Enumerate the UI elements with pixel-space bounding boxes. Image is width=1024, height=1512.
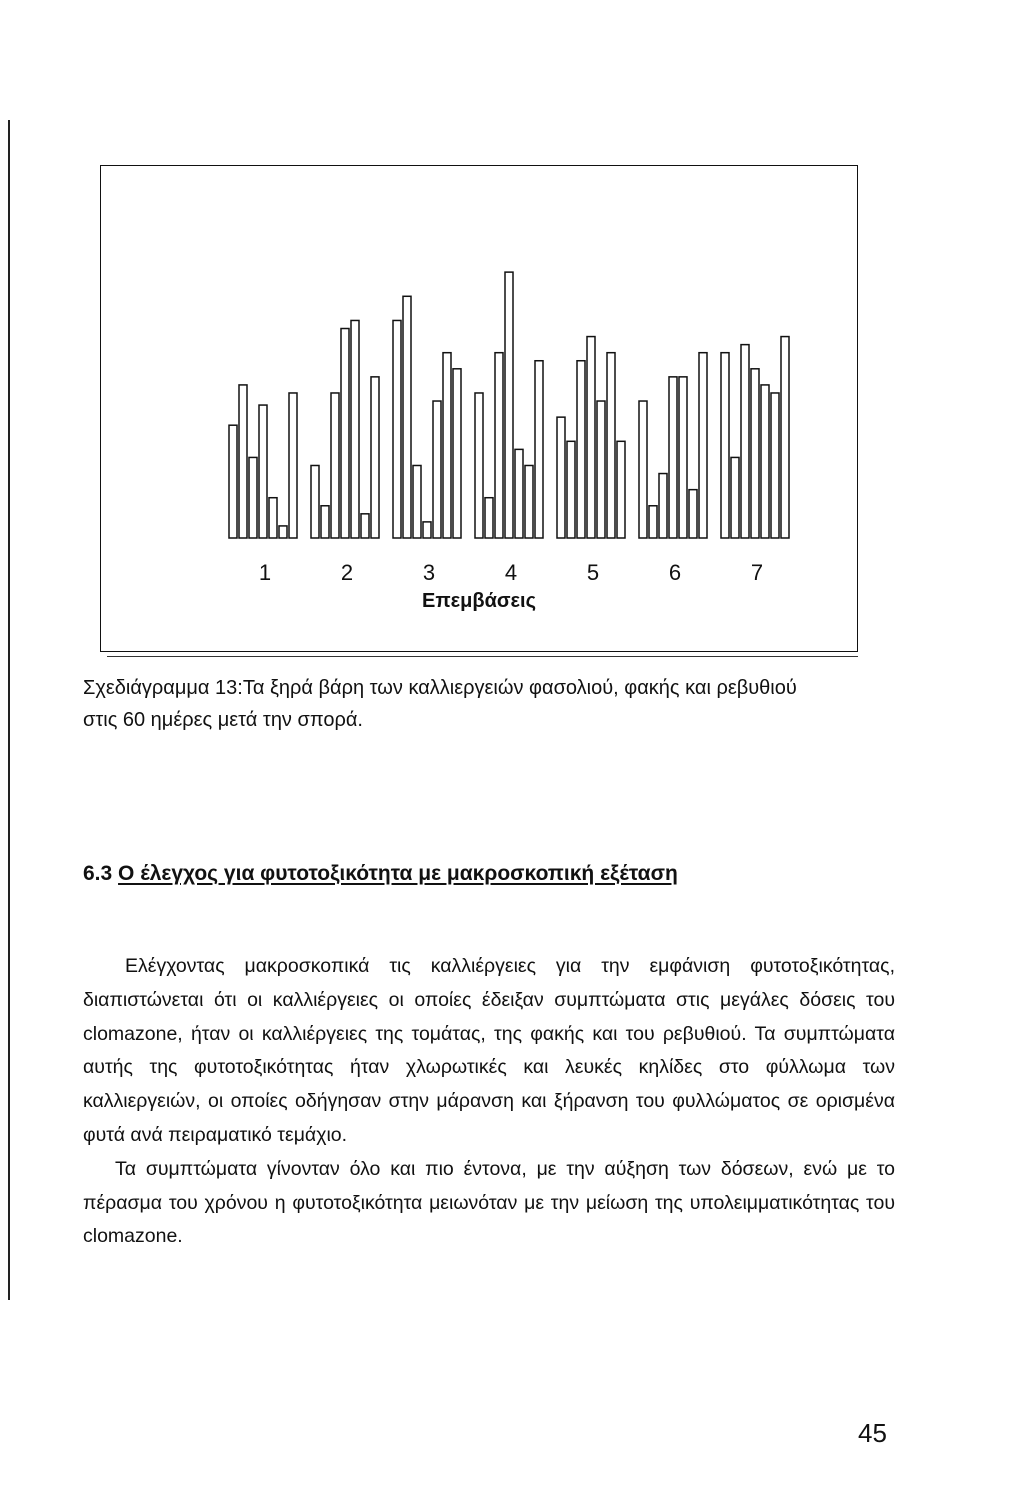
bar-group-2-2 [321, 506, 329, 538]
bar-group-7-5 [761, 385, 769, 538]
bar-group-3-5 [433, 401, 441, 538]
bar-group-5-2 [567, 441, 575, 538]
caption-line-2: στις 60 ημέρες μετά την σπορά. [83, 709, 363, 731]
bar-group-7-7 [781, 337, 789, 538]
bar-group-5-4 [587, 337, 595, 538]
bar-group-3-6 [443, 353, 451, 538]
x-tick-label-6: 6 [668, 560, 682, 585]
bar-group-3-7 [453, 369, 461, 538]
x-tick-label-2: 2 [340, 560, 354, 585]
chart-frame [100, 165, 858, 652]
x-tick-label-4: 4 [504, 560, 518, 585]
bar-group-6-2 [649, 506, 657, 538]
bar-group-7-1 [721, 353, 729, 538]
bar-group-4-6 [525, 465, 533, 538]
bar-group-6-6 [689, 490, 697, 538]
bar-group-3-1 [393, 320, 401, 538]
bar-group-1-3 [249, 457, 257, 538]
bar-group-5-3 [577, 361, 585, 538]
bar-group-4-5 [515, 449, 523, 538]
bar-group-1-2 [239, 385, 247, 538]
bar-group-6-4 [669, 377, 677, 538]
bar-group-2-7 [371, 377, 379, 538]
bar-chart [101, 166, 859, 653]
bar-group-5-6 [607, 353, 615, 538]
section-title: Ο έλεγχος για φυτοτοξικότητα με μακροσκοπική εξέταση [118, 862, 678, 885]
bar-group-2-3 [331, 393, 339, 538]
paragraph-1: Ελέγχοντας μακροσκοπικά τις καλλιέργειες για την εμφάνιση φυτοτοξικότητας, διαπιστώνεται ότι οι καλλιέργειες οι οποίες έδειξαν συμπτώματα στις μεγάλες δόσεις του clomazone, ήταν οι καλλιέργειες της τομάτας, της φακής και του ρεβυθιού. Τα συμπτώματα αυτής της φυτοτοξικότητας ήταν χλωρωτικές και λευκές κηλίδες στο φύλλωμα των καλλιεργειών, οι οποίες οδήγησαν στην μάρανση και ξήρανση του φυλλώματος σε ορισμένα φυτά ανά πειραματικό τεμάχιο. [83, 955, 895, 1146]
x-tick-label-5: 5 [586, 560, 600, 585]
section-heading [83, 862, 923, 886]
bar-group-7-6 [771, 393, 779, 538]
body-text [83, 950, 895, 1254]
bar-group-2-1 [311, 465, 319, 538]
bar-group-4-4 [505, 272, 513, 538]
bar-group-1-5 [269, 498, 277, 538]
bar-group-1-4 [259, 405, 267, 538]
bar-group-7-4 [751, 369, 759, 538]
bar-group-3-2 [403, 296, 411, 538]
bar-group-5-5 [597, 401, 605, 538]
bar-group-1-1 [229, 425, 237, 538]
bar-group-3-4 [423, 522, 431, 538]
bar-group-6-7 [699, 353, 707, 538]
bar-group-2-6 [361, 514, 369, 538]
bar-group-6-5 [679, 377, 687, 538]
bar-group-4-2 [485, 498, 493, 538]
bar-group-1-6 [279, 526, 287, 538]
bar-group-2-4 [341, 329, 349, 538]
bar-group-6-3 [659, 474, 667, 538]
bar-group-4-7 [535, 361, 543, 538]
caption-line-1: Σχεδιάγραμμα 13:Τα ξηρά βάρη των καλλιεργειών φασολιού, φακής και ρεβυθιού [83, 677, 797, 699]
x-tick-label-1: 1 [258, 560, 272, 585]
bar-group-1-7 [289, 393, 297, 538]
bar-group-4-3 [495, 353, 503, 538]
bar-group-2-5 [351, 320, 359, 538]
paragraph-2: Τα συμπτώματα γίνονταν όλο και πιο έντονα, με την αύξηση των δόσεων, ενώ με το πέρασμα του χρόνου η φυτοτοξικότητα μειωνόταν με την μείωση της υπολειμματικότητας του clomazone. [83, 1157, 895, 1248]
x-tick-label-7: 7 [750, 560, 764, 585]
page-edge-line [8, 120, 10, 1300]
x-tick-label-3: 3 [422, 560, 436, 585]
bar-group-5-1 [557, 417, 565, 538]
bar-group-3-3 [413, 465, 421, 538]
x-axis-label: Επεμβάσεις [421, 590, 536, 612]
page-number: 45 [858, 1418, 887, 1448]
section-number: 6.3 [83, 862, 113, 885]
bar-group-7-3 [741, 345, 749, 538]
figure-caption [83, 672, 913, 736]
bar-group-5-7 [617, 441, 625, 538]
bar-group-4-1 [475, 393, 483, 538]
bar-group-6-1 [639, 401, 647, 538]
bar-group-7-2 [731, 457, 739, 538]
